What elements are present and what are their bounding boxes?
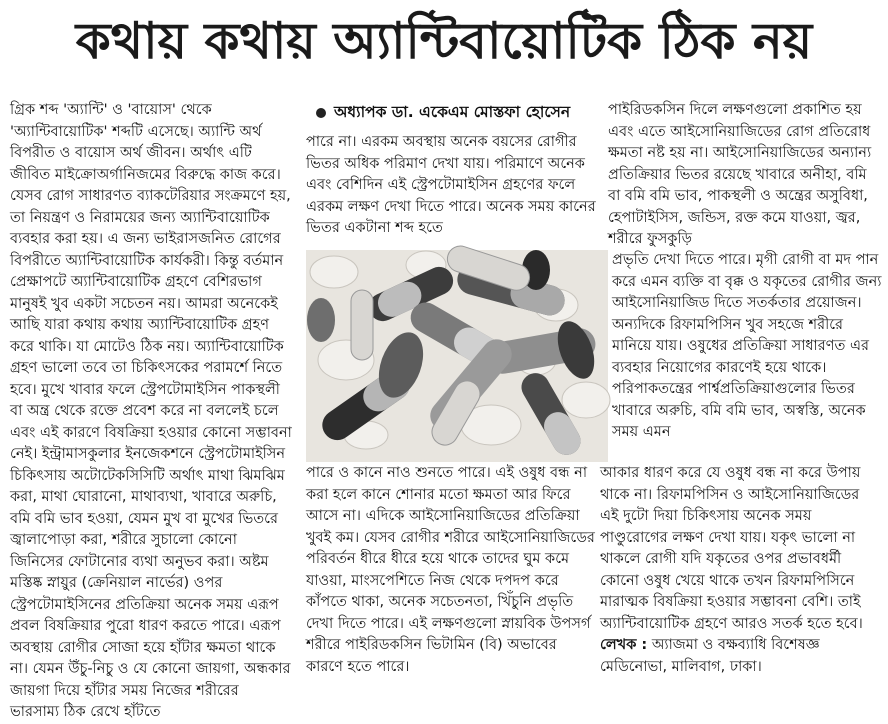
byline bbox=[316, 100, 606, 126]
column-3-right-text: প্রভৃতি দেখা দিতে পারে। মৃগী রোগী বা মদ পান করে এমন ব্যক্তি বা বৃক্ক ও যকৃতের রোগীর জন্য আইসোনিয়াজিড দিতে সতর্কতার প্রয়োজন। অন্যদিকে রিফামপিসিন খুব সহজে শরীরে মানিয়ে যায়। ওষুধের প্রতিক্রিয়া সাধারণত এর ব্যবহার নিয়োগের কারণেই হয়ে থাকে। পরিপাকতন্ত্রের পার্শ্বপ্রতিক্রিয়াগুলোর ভিতর খাবারে অরুচি, বমি বমি ভাব, অস্বস্তি, অনেক সময় এমন bbox=[612, 252, 882, 440]
byline-author: অধ্যাপক ডা. একেএম মোস্তফা হোসেন bbox=[334, 103, 571, 121]
article-column-1 bbox=[10, 100, 292, 720]
headline-container bbox=[0, 2, 888, 88]
column-1-text: গ্রিক শব্দ 'অ্যান্টি' ও 'বায়োস' থেকে 'অ্যান্টিবায়োটিক' শব্দটি এসেছে। অ্যান্টি অর্থ বিপরীত ও বায়োস অর্থ জীবন। অর্থাৎ এটি জীবিত মাইক্রোঅর্গানিজমের বিরুদ্ধে কাজ করে। যেসব রোগ সাধারণত ব্যাকটেরিয়ার সংক্রমণে হয়, তা নিয়ন্ত্রণ ও নিরাময়ের জন্য অ্যান্টিবায়োটিক ব্যবহার করা হয়। এ জন্য ভাইরাসজনিত রোগের বিপরীতে অ্যান্টিবায়োটিক কার্যকরী। কিন্তু বর্তমান প্রেক্ষাপটে অ্যান্টিবায়োটিক গ্রহণে বেশিরভাগ মানুষই খুব একটা সচেতন নয়। আমরা অনেকেই আছি যারা কথায় কথায় অ্যান্টিবায়োটিক গ্রহণ করে থাকি। যা মোটেও ঠিক নয়। অ্যান্টিবায়োটিক গ্রহণ ভালো তবে তা চিকিৎসকের পরামর্শে নিতে হবে। মুখে খাবার ফলে স্ট্রেপটোমাইসিন পাকস্থলী বা অন্ত্র থেকে রক্তে প্রবেশ করে না বললেই চলে এবং এই কারণে বিষক্রিয়া হওয়ার কোনো সম্ভাবনা নেই। ইন্ট্রামাসকুলার ইনজেকশনে স্ট্রেপটোমাইসিন চিকিৎসায় অটোটেকসিসিটি অর্থাৎ মাথা ঝিমঝিম করা, মাথা ঘোরানো, মাথাব্যথা, খাবারে অরুচি, বমি বমি ভাব হওয়া, যেমন মুখ বা মুখের ভিতরে জ্বালাপোড়া করা, শরীরে সুচালো কোনো জিনিসের ফোটানোর ব্যথা অনুভব করা। অষ্টম মস্তিষ্ক স্নায়ুর (ক্রেনিয়াল নার্ভের) ওপর স্ট্রেপটোমাইসিনের প্রতিক্রিয়া অনেক সময় এরূপ প্রবল বিষক্রিয়ার পুরো ধারণ করতে পারে। এরূপ অবস্থায় রোগীর সোজা হয়ে হাঁটার ক্ষমতা থাকে না। যেমন উঁচু-নিচু ও যে কোনো জায়গা, অন্ধকার জায়গা দিয়ে হাঁটার সময় নিজের শরীরের ভারসাম্য ঠিক রেখে হাঁটতে bbox=[10, 102, 292, 720]
column-2-bottom-text: পারে ও কানে নাও শুনতে পারে। এই ওষুধ বন্ধ না করা হলে কানে শোনার মতো ক্ষমতা আর ফিরে আসে না। এদিকে আইসোনিয়াজিডের প্রতিক্রিয়া খুবই কম। যেসব রোগীর শরীরে আইসোনিয়াজিডের পরিবর্তন ধীরে ধীরে হয়ে থাকে তাদের ঘুম কমে যাওয়া, মাংসপেশিতে নিজ থেকে দপদপ করে কাঁপতে থাকা, অনেক সচেতনতা, খিঁচুনি প্রভৃতি দেখা দিতে পারে। এই লক্ষণগুলো স্নায়বিক উপসর্গ শরীরে পাইরিডকসিন ভিটামিন (বি) অভাবের কারণে হতে পারে। bbox=[306, 465, 595, 675]
author-description: অ্যাজমা ও বক্ষব্যাধি বিশেষজ্ঞ মেডিনোভা, মালিবাগ, ঢাকা। bbox=[600, 637, 820, 675]
column-2-top-text: পারে না। এরকম অবস্থায় অনেক বয়সের রোগীর ভিতর অধিক পরিমাণ দেখা যায়। পরিমাণে অনেক এবং বেশিদিন এই স্ট্রেপটোমাইসিন গ্রহণের ফলে এরকম লক্ষণ দেখা দিতে পারে। অনেক সময় কানের ভিতর একটানা শব্দ হতে bbox=[306, 134, 596, 236]
article-column-3-bottom bbox=[600, 463, 882, 675]
bullet-icon bbox=[316, 108, 326, 118]
column-3-bottom-body: আকার ধারণ করে যে ওষুধ বন্ধ না করে উপায় থাকে না। রিফামপিসিন ও আইসোনিয়াজিডের এই দুটো দিয়া চিকিৎসায় অনেক সময় পাণ্ডুরোগের লক্ষণ দেখা যায়। যকৃৎ ভালো না থাকলে রোগী যদি যকৃতের ওপর প্রভাবধর্মী কোনো ওষুধ খেয়ে থাকে তখন রিফামপিসিনে মারাত্মক বিষক্রিয়া হওয়ার সম্ভাবনা বেশি। তাই অ্যান্টিবায়োটিক গ্রহণে আরও সতর্ক হতে হবে। bbox=[600, 465, 863, 632]
article-column-2-bottom bbox=[306, 463, 596, 675]
capsules-and-tablets-image bbox=[306, 250, 608, 462]
article-column-2-top bbox=[306, 132, 596, 250]
article-column-3-right bbox=[612, 250, 882, 463]
capsules-photo bbox=[306, 250, 608, 462]
author-label: লেখক : bbox=[600, 637, 648, 653]
column-3-top-text: পাইরিডকসিন দিলে লক্ষণগুলো প্রকাশিত হয় এবং এতে আইসোনিয়াজিডের রোগ প্রতিরোধ ক্ষমতা নষ্ট হয় না। আইসোনিয়াজিডের অন্যান্য প্রতিক্রিয়ার ভিতর রয়েছে খাবারে অনীহা, বমি বা বমি বমি ভাব, পাকস্থলী ও অন্ত্রের অসুবিধা, হেপাটাইসিস, জন্ডিস, রক্ত কমে যাওয়া, জ্বর, শরীরে ফুসকুড়ি bbox=[608, 102, 872, 247]
article-column-3-top bbox=[608, 100, 882, 250]
article-headline: কথায় কথায় অ্যান্টিবায়োটিক ঠিক নয় bbox=[75, 11, 813, 70]
column-3-bottom-text bbox=[600, 463, 882, 678]
